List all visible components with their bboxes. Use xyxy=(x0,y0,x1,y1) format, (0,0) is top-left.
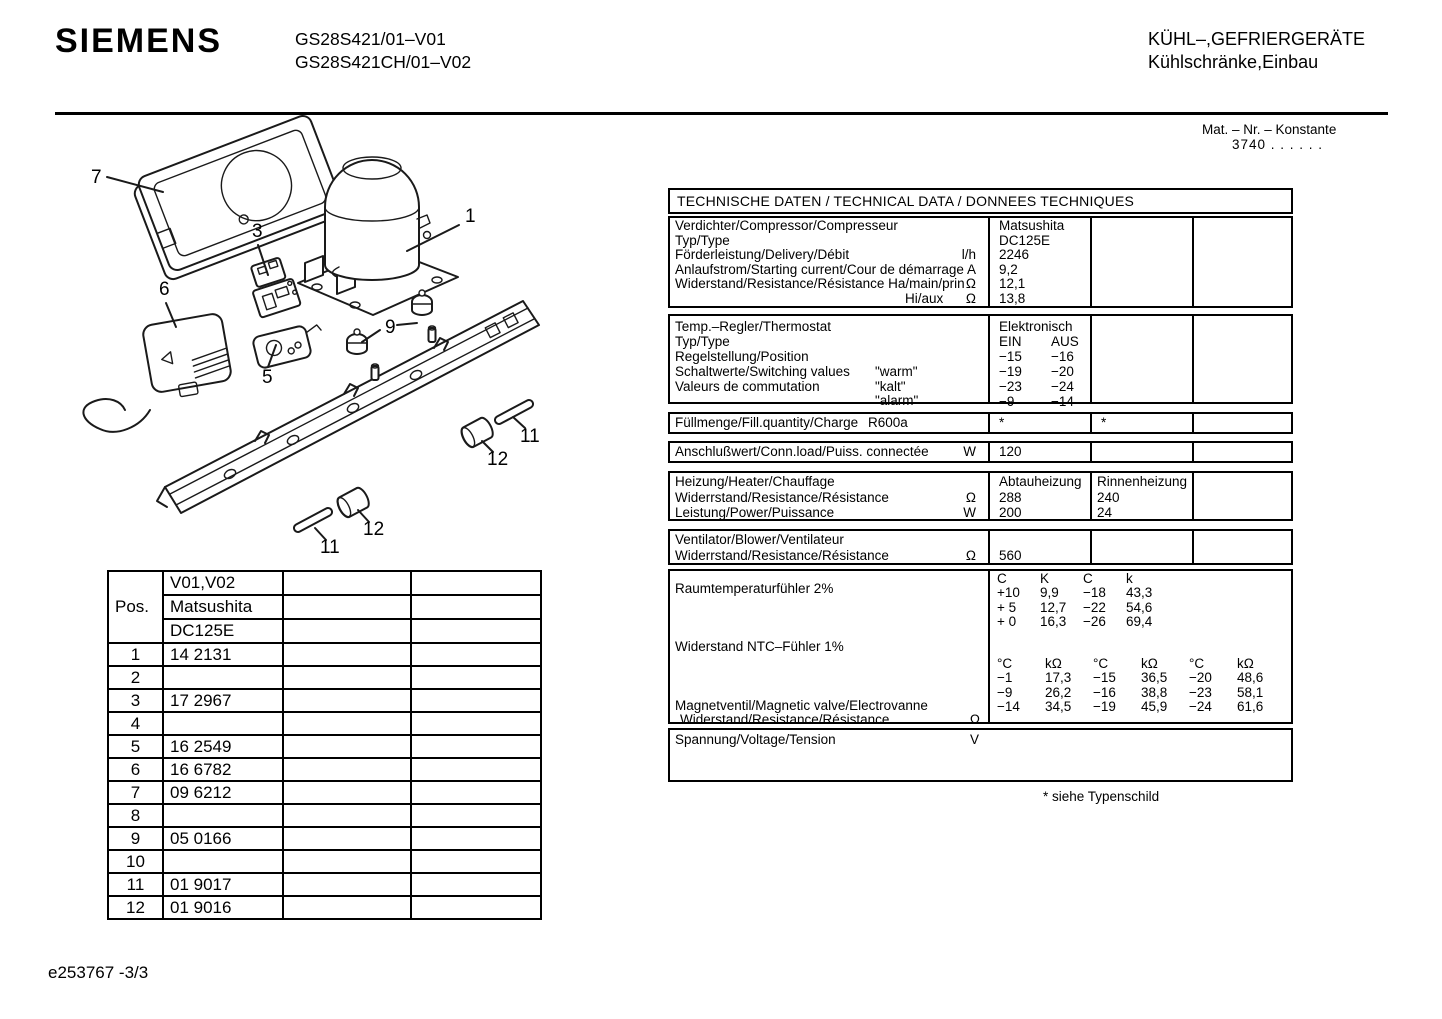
table-row: 12 01 9016 xyxy=(108,896,541,919)
table-row: 4 xyxy=(108,712,541,735)
bushing-part xyxy=(335,486,372,520)
callout-1: 1 xyxy=(465,206,476,227)
voltage-block: Spannung/Voltage/Tension V xyxy=(668,728,1293,782)
table-row: 10 xyxy=(108,850,541,873)
heater-block: Heizung/Heater/Chauffage Widerrstand/Resistance/Résistance Ω Leistung/Power/Puissance W Abtauheizung 288 200 Rinnenheizung 240 24 xyxy=(668,471,1293,521)
stud-part xyxy=(429,326,436,342)
callout-5: 5 xyxy=(262,367,273,388)
table-row: 6 16 6782 xyxy=(108,758,541,781)
room-sensor-label: Raumtemperaturfühler 2% xyxy=(675,581,834,596)
siemens-logo: SIEMENS xyxy=(55,22,223,60)
magnet-valve-label: Magnetventil/Magnetic valve/Electrovanne xyxy=(675,698,928,713)
category-line-1: KÜHL–,GEFRIERGERÄTE xyxy=(1148,29,1366,49)
connected-load-row: Anschlußwert/Conn.load/Puiss. connectée W 120 xyxy=(668,441,1293,463)
variant-header: V01,V02 xyxy=(163,571,283,595)
relay-part xyxy=(245,255,301,317)
fan-block: Ventilator/Blower/Ventilateur Widerrstand/Resistance/Résistance Ω 560 xyxy=(668,529,1293,565)
table-row: 9 05 0166 xyxy=(108,827,541,850)
cover-part xyxy=(142,313,234,402)
wire-part xyxy=(83,399,150,432)
technical-data-table xyxy=(668,188,1298,828)
thermostat-block: Temp.–Regler/Thermostat Typ/Type Regelstellung/Position Schaltwerte/Switching values "warm" Valeurs de commutation "kalt" Elektronisch EIN AUS −15 −16 −19 −20 −23 −24 −9 −14 xyxy=(668,314,1293,404)
table-row: 3 17 2967 xyxy=(108,689,541,712)
model-numbers xyxy=(295,28,471,74)
table-row: 7 09 6212 xyxy=(108,781,541,804)
stud-part xyxy=(372,364,379,380)
tray-part xyxy=(130,113,347,281)
tech-data-title: TECHNISCHE DATEN / TECHNICAL DATA / DONNEES TECHNIQUES xyxy=(668,188,1293,214)
parts-table xyxy=(107,570,542,920)
mat-nr-block xyxy=(1202,122,1336,152)
protector-part xyxy=(252,321,327,369)
maker-header: Matsushita xyxy=(163,595,283,619)
fill-quantity-row: Füllmenge/Fill.quantity/Charge R600a * * xyxy=(668,412,1293,434)
model-line-2: GS28S421CH/01–V02 xyxy=(295,52,472,72)
ntc-sensor-label: Widerstand NTC–Fühler 1% xyxy=(675,639,844,654)
callout-12: 12 xyxy=(363,519,385,540)
type-header: DC125E xyxy=(163,619,283,643)
mat-nr-value: 3740 . . . . . . xyxy=(1232,137,1324,152)
callout-6: 6 xyxy=(159,279,170,300)
callout-11: 11 xyxy=(520,426,540,447)
table-row: 2 xyxy=(108,666,541,689)
category-line-2: Kühlschränke,Einbau xyxy=(1148,52,1319,72)
pin-part xyxy=(494,399,535,426)
pos-header: Pos. xyxy=(108,571,163,643)
callout-11: 11 xyxy=(320,537,340,558)
callout-9: 9 xyxy=(385,317,396,338)
alarm-overflow-label: "alarm" xyxy=(875,393,919,408)
sensor-block: Raumtemperaturfühler 2% Widerstand NTC–Fühler 1% Magnetventil/Magnetic valve/Electrovanne Widerstand/Resistance/Résistance Ω C K C k +10 9,9 −18 43,3 + 5 12,7 −22 54,6 + 0 16,3 −26 69,4 °C kΩ °C kΩ °C kΩ −1 17,3 −15 36,5 −20 48,6 −9 26,2 −16 38,8 −23 58,1 −14 34,5 −19 45,9 −24 61,6 xyxy=(668,569,1293,724)
pin-part xyxy=(293,507,334,534)
callout-12: 12 xyxy=(487,449,509,470)
compressor-block: Verdichter/Compressor/Compresseur Typ/Type Förderleistung/Delivery/Débit l/h Anlaufstrom/Starting current/Cour de démarrage A Widerstand/Resistance/Résistance Ha/main/prin Ω Hi/aux Ω Matsushita DC125E 2246 9,2 12,1 13,8 xyxy=(668,216,1293,308)
callout-7: 7 xyxy=(91,167,102,188)
table-row: 11 01 9017 xyxy=(108,873,541,896)
exploded-parts-diagram xyxy=(55,115,590,595)
valve-resistance-label: Widerstand/Resistance/Résistance Ω xyxy=(680,712,980,727)
table-row: 5 16 2549 xyxy=(108,735,541,758)
typenschild-footnote: * siehe Typenschild xyxy=(1043,789,1160,804)
category-header xyxy=(1148,28,1365,74)
callout-3: 3 xyxy=(252,221,263,242)
document-number: e253767 -3/3 xyxy=(48,963,149,982)
mat-nr-label: Mat. – Nr. – Konstante xyxy=(1202,122,1337,137)
table-row: 8 xyxy=(108,804,541,827)
model-line-1: GS28S421/01–V01 xyxy=(295,29,446,49)
bushing-part xyxy=(459,416,496,450)
table-row: 1 14 2131 xyxy=(108,643,541,666)
